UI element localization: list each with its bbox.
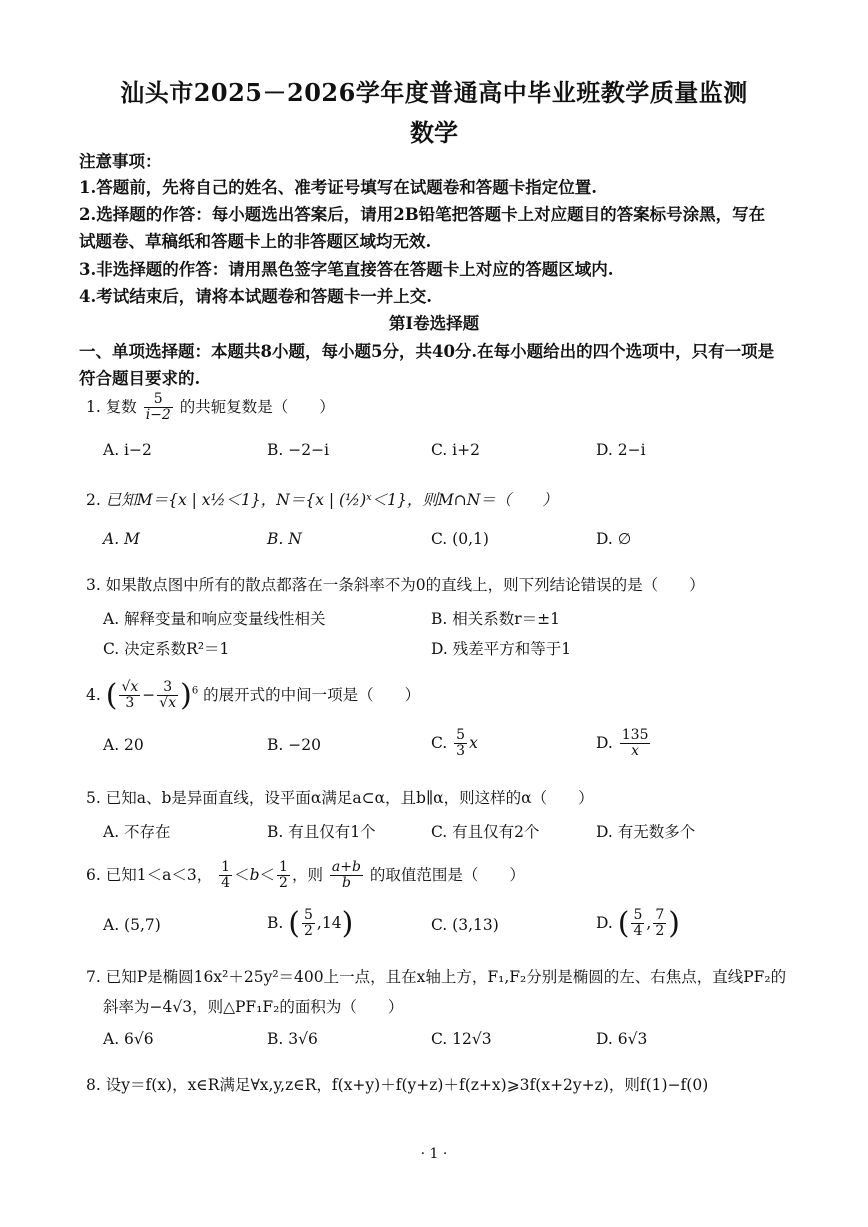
option-a: A. 不存在: [103, 823, 171, 841]
part-intro: 符合题目要求的.: [79, 369, 201, 388]
option-d: D. 残差平方和等于1: [431, 640, 572, 658]
option-c: C. 决定系数R²＝1: [103, 640, 230, 658]
note-line: 2.选择题的作答：每小题选出答案后，请用2B铅笔把答题卡上对应题目的答案标号涂黑，写在: [79, 205, 766, 224]
option-b: B. ( $\frac{5}{2}$ ,14): [267, 905, 354, 941]
option-b: B. N: [267, 530, 302, 548]
option-d: D. ∅: [596, 530, 632, 548]
option-b: B. 相关系数r＝±1: [431, 610, 561, 628]
question-1: 1. 复数 $\frac{5}{i-2}$ 的共轭复数是（ ）: [86, 391, 335, 424]
question-6: 6. 已知1＜a＜3， $\frac{1}{4}$ ＜b＜ $\frac{1}{2}$ ，则 $\frac{a+b}{b}$ 的取值范围是（ ）: [86, 859, 525, 892]
option-d: D. $\frac{135}{x}$: [596, 727, 649, 760]
part-intro: 一、单项选择题：本题共8小题，每小题5分，共40分.在每小题给出的四个选项中，只有一项是: [79, 342, 775, 361]
option-d: D. ( $\frac{5}{4}$ , $\frac{7}{2}$ ): [596, 905, 680, 941]
option-c: C. (0,1): [431, 530, 489, 548]
option-a: A. 6√6: [103, 1030, 154, 1048]
option-b: B. −20: [267, 736, 321, 754]
option-c: C. 有且仅有2个: [431, 823, 540, 841]
exam-title: 汕头市2025－2026学年度普通高中毕业班教学质量监测: [120, 78, 748, 107]
note-line: 1.答题前，先将自己的姓名、准考证号填写在试题卷和答题卡指定位置.: [79, 178, 597, 197]
option-a: A. (5,7): [103, 916, 161, 934]
option-a: A. M: [103, 530, 140, 548]
option-c: C. 12√3: [431, 1030, 492, 1048]
option-a: A. 20: [103, 736, 144, 754]
note-line: 4.考试结束后，请将本试题卷和答题卡一并上交.: [79, 287, 432, 306]
option-b: B. −2−i: [267, 441, 330, 459]
option-d: D. 有无数多个: [596, 823, 696, 841]
question-2: 2. 已知M＝{x | x½＜1}，N＝{x | (½)ˣ＜1}，则M∩N＝（ ）: [86, 491, 558, 509]
option-d: D. 2−i: [596, 441, 646, 459]
option-b: B. 3√6: [267, 1030, 318, 1048]
note-line: 试题卷、草稿纸和答题卡上的非答题区域均无效.: [79, 232, 432, 251]
option-c: C. i+2: [431, 441, 480, 459]
subject-title: 数学: [410, 118, 458, 147]
question-8: 8. 设y＝f(x)，x∈R满足∀x,y,z∈R，f(x+y)＋f(y+z)＋f(z+x)⩾3f(x+2y+z)，则f(1)−f(0): [86, 1076, 709, 1094]
fraction: $\frac{5}{i-2}$: [145, 391, 171, 424]
notes-heading: 注意事项：: [79, 152, 162, 171]
question-7-cont: 斜率为−4√3，则△PF₁F₂的面积为（ ）: [103, 998, 404, 1016]
option-c: C. (3,13): [431, 916, 499, 934]
question-3: 3. 如果散点图中所有的散点都落在一条斜率不为0的直线上，则下列结论错误的是（ ）: [86, 576, 705, 594]
question-5: 5. 已知a、b是异面直线，设平面α满足a⊂α，且b∥α，则这样的α（ ）: [86, 789, 594, 807]
fraction: $\frac{√x}{3}$: [121, 679, 139, 712]
note-line: 3.非选择题的作答：请用黑色签字笔直接答在答题卡上对应的答题区域内.: [79, 260, 614, 279]
option-a: A. i−2: [103, 441, 152, 459]
section-title: 第I卷选择题: [388, 314, 480, 333]
option-a: A. 解释变量和响应变量线性相关: [103, 610, 326, 628]
option-b: B. 有且仅有1个: [267, 823, 376, 841]
option-c: C. $\frac{5}{3}$ x: [431, 727, 478, 760]
question-7: 7. 已知P是椭圆16x²＋25y²＝400上一点，且在x轴上方，F₁,F₂分别是椭圆的左、右焦点，直线PF₂的: [86, 968, 787, 986]
question-4: 4. ( $\frac{√x}{3}$ − $\frac{3}{√x}$ )$^6$ 的展开式的中间一项是（ ）: [86, 677, 421, 713]
page-number: · 1 ·: [420, 1146, 448, 1162]
fraction: $\frac{3}{√x}$: [159, 679, 177, 712]
option-d: D. 6√3: [596, 1030, 648, 1048]
